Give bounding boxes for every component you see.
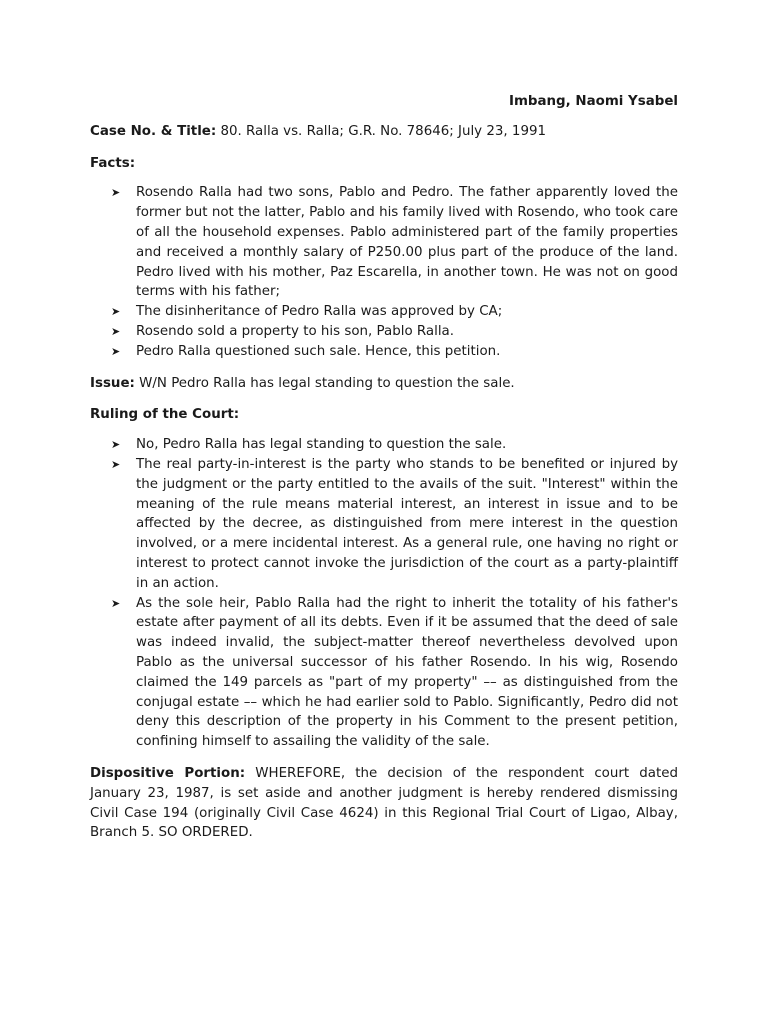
issue-label: Issue:	[90, 375, 135, 391]
dispositive-text: WHEREFORE, the decision of the respondent court dated January 23, 1987, is set aside and another judgment is hereby rendered dismissing Civil Case 194 (originally Civil Case 4624) in this Regional Trial Court of Ligao, Albay, Branch 5. SO ORDERED.	[90, 765, 678, 841]
list-item	[90, 594, 678, 752]
issue-line	[90, 374, 678, 394]
document-page	[90, 92, 678, 843]
arrowhead-bullet-icon: ➤	[111, 457, 121, 471]
dispositive-label: Dispositive Portion:	[90, 765, 246, 781]
arrowhead-bullet-icon: ➤	[111, 438, 121, 452]
arrowhead-bullet-icon: ➤	[111, 596, 121, 610]
list-item-text: The disinheritance of Pedro Ralla was approved by CA;	[136, 304, 503, 320]
issue-text: W/N Pedro Ralla has legal standing to question the sale.	[134, 375, 515, 391]
facts-heading: Facts:	[90, 155, 136, 171]
list-item-text: Pedro Ralla questioned such sale. Hence, this petition.	[136, 343, 501, 359]
case-title: 80. Ralla vs. Ralla; G.R. No. 78646; July 23, 1991	[216, 123, 546, 139]
arrowhead-bullet-icon: ➤	[111, 186, 121, 200]
ruling-heading: Ruling of the Court:	[90, 407, 240, 423]
author-name: Imbang, Naomi Ysabel	[508, 94, 678, 109]
arrowhead-bullet-icon: ➤	[111, 344, 121, 358]
list-item-text: As the sole heir, Pablo Ralla had the right to inherit the totality of his father's estate after payment of all its debts. Even if it be assumed that the deed of sale was indeed invalid, the subject-matter thereof nevertheless devolved upon Pablo as the universal successor of his father Rosendo. In his wig, Rosendo claimed the 149 parcels as "part of my property" –– as distinguished from the conjugal estate –– which he had earlier sold to Pablo. Significantly, Pedro did not deny this description of the property in his Comment to the present petition, confining himself to assailing the validity of the sale.	[136, 595, 678, 750]
list-item	[90, 342, 678, 362]
list-item	[90, 302, 678, 322]
case-line	[90, 122, 678, 142]
list-item	[90, 455, 678, 594]
case-label: Case No. & Title:	[90, 123, 217, 139]
list-item	[90, 183, 678, 302]
list-item	[90, 435, 678, 455]
list-item-text: Rosendo Ralla had two sons, Pablo and Pedro. The father apparently loved the former but not the latter, Pablo and his family lived with Rosendo, who took care of all the household expenses. Pablo administered part of the family properties and received a monthly salary of P250.00 plus part of the produce of the land. Pedro lived with his mother, Paz Escarella, in another town. He was not on good terms with his father;	[136, 185, 678, 300]
list-item-text: Rosendo sold a property to his son, Pablo Ralla.	[136, 323, 455, 339]
arrowhead-bullet-icon: ➤	[111, 324, 121, 338]
list-item-text: The real party-in-interest is the party who stands to be benefited or injured by the judgment or the party entitled to the avails of the suit. "Interest" within the meaning of the rule means material interest, an interest in issue and to be affected by the decree, as distinguished from mere interest in the question involved, or a mere incidental interest. As a general rule, one having no right or interest to protect cannot invoke the jurisdiction of the court as a party-plaintiff in an action.	[136, 456, 678, 591]
arrowhead-bullet-icon: ➤	[111, 305, 121, 319]
ruling-list	[90, 435, 678, 752]
facts-list	[90, 183, 678, 361]
dispositive-paragraph	[90, 764, 678, 843]
list-item-text: No, Pedro Ralla has legal standing to question the sale.	[136, 437, 507, 453]
list-item	[90, 322, 678, 342]
